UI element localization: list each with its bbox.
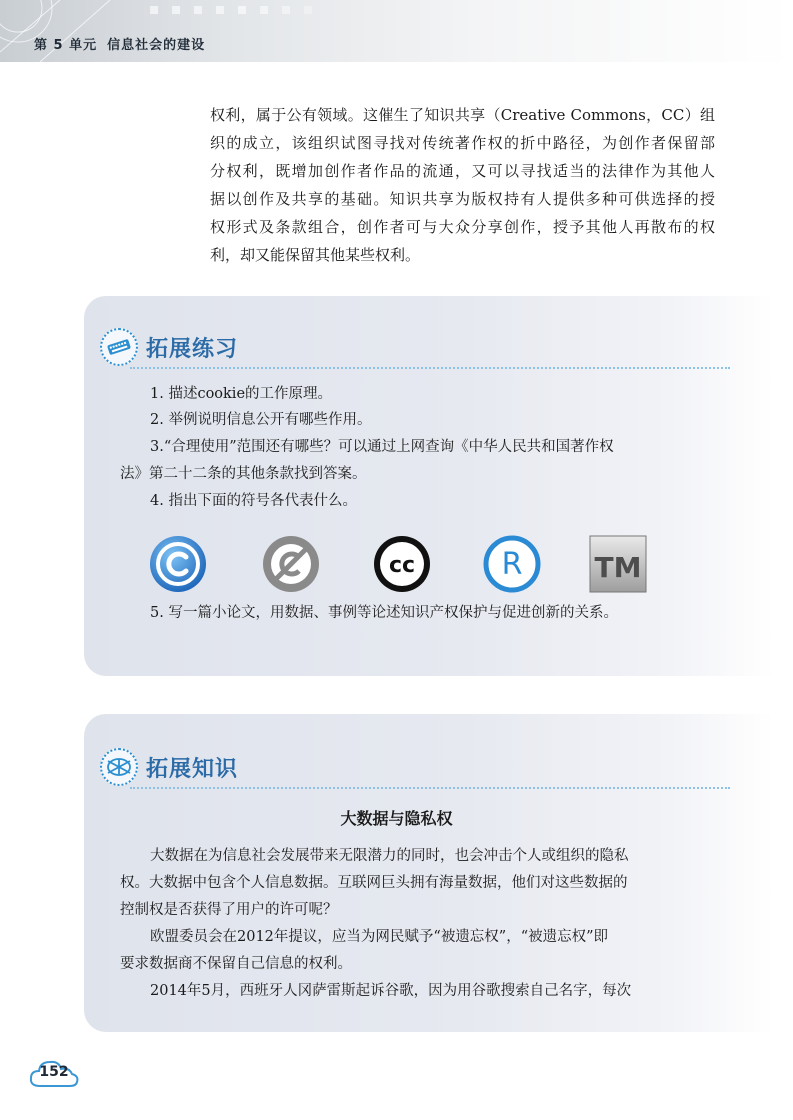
intro-line: 利，却又能保留其他某些权利。 <box>210 246 421 264</box>
creative-commons-icon <box>372 534 432 594</box>
knowledge-line: 权。大数据中包含个人信息数据。互联网巨头拥有海量数据，他们对这些数据的 <box>120 875 628 891</box>
exercise-divider <box>130 367 730 369</box>
exercise-title: 拓展练习 <box>146 336 239 362</box>
exercise-item: 4. 指出下面的符号各代表什么。 <box>150 493 357 509</box>
exercise-item: 2. 举例说明信息公开有哪些作用。 <box>150 412 372 428</box>
exercise-item: 5. 写一篇小论文，用数据、事例等论述知识产权保护与促进创新的关系。 <box>150 605 618 621</box>
keyboard-icon <box>100 328 138 366</box>
exercise-item: 1. 描述cookie的工作原理。 <box>150 386 333 402</box>
knowledge-heading <box>100 748 238 786</box>
exercise-item: 法》第二十二条的其他条款找到答案。 <box>120 466 367 482</box>
knowledge-line: 控制权是否获得了用户的许可呢？ <box>120 902 338 918</box>
intro-line: 织的成立，该组织试图寻找对传统著作权的折中路径，为创作者保留部 <box>210 134 715 152</box>
copyright-icon <box>148 534 208 594</box>
knowledge-line: 2014年5月，西班牙人冈萨雷斯起诉谷歌，因为用谷歌搜索自己名字，每次 <box>150 983 632 999</box>
r-label: R <box>501 547 523 582</box>
knowledge-line: 要求数据商不保留自己信息的权利。 <box>120 956 352 972</box>
exercise-heading <box>100 328 238 366</box>
page-number: 152 <box>39 1064 69 1080</box>
tm-label: TM <box>594 551 642 584</box>
trademark-icon <box>588 534 648 594</box>
intro-line: 权利，属于公有领域。这催生了知识共享（Creative Commons，CC）组 <box>210 106 715 124</box>
unit-title: 信息社会的建设 <box>107 38 206 53</box>
public-domain-icon <box>261 534 321 594</box>
exercise-item: 3.“合理使用”范围还有哪些？可以通过上网查询《中华人民共和国著作权 <box>150 439 614 455</box>
globe-network-icon <box>100 748 138 786</box>
knowledge-line: 欧盟委员会在2012年提议，应当为网民赋予“被遗忘权”，“被遗忘权”即 <box>150 929 609 945</box>
intro-line: 据以创作及共享的基础。知识共享为版权持有人提供多种可供选择的授 <box>210 190 715 208</box>
intro-paragraph <box>210 101 715 269</box>
registered-trademark-icon <box>482 534 542 594</box>
intro-line: 分权利，既增加创作者作品的流通，又可以寻找适当的法律作为其他人 <box>210 162 715 180</box>
knowledge-title: 拓展知识 <box>146 756 239 782</box>
header-title <box>34 34 205 53</box>
article-title: 大数据与隐私权 <box>340 809 453 828</box>
knowledge-divider <box>130 787 730 789</box>
unit-label: 第 5 单元 <box>34 38 98 53</box>
intro-line: 权形式及条款组合，创作者可与大众分享创作，授予其他人再散布的权 <box>210 218 715 236</box>
cc-label: cc <box>388 553 416 578</box>
knowledge-line: 大数据在为信息社会发展带来无限潜力的同时，也会冲击个人或组织的隐私 <box>150 848 629 864</box>
symbol-row <box>148 534 658 594</box>
